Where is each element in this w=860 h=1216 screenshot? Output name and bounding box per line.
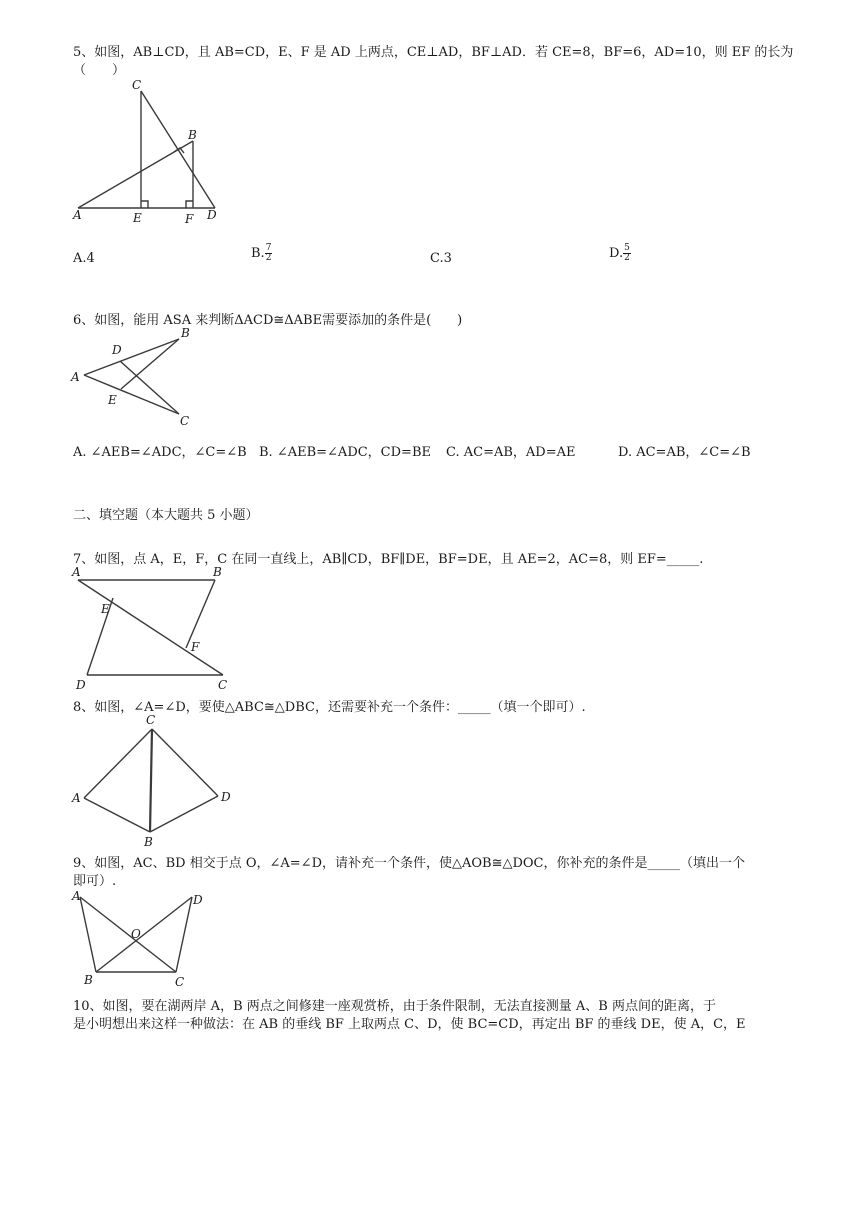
- q6-label-a: A: [71, 370, 80, 384]
- q10-stem-line2: 是小明想出来这样一种做法：在 AB 的垂线 BF 上取两点 C、D，使 BC=CD，再定出 BF 的垂线 DE，使 A，C，E: [73, 1017, 746, 1032]
- q5-option-d-prefix: D.: [609, 246, 624, 261]
- q9-stem-line2: 即可）.: [73, 874, 117, 889]
- q8-label-c: C: [146, 713, 156, 727]
- q6-label-e: E: [108, 393, 117, 407]
- q8-stem: 8、如图，∠A=∠D，要使△ABC≅△DBC，还需要补充一个条件：_____（填一个即可）.: [73, 700, 586, 715]
- q7-label-f: F: [191, 640, 200, 654]
- q5-stem-line1: 5、如图，AB⊥CD，且 AB=CD，E、F 是 AD 上两点，CE⊥AD，BF⊥AD．若 CE=8，BF=6，AD=10，则 EF 的长为: [73, 45, 794, 60]
- q9-segment-ac: [80, 897, 176, 972]
- q8-label-a: A: [72, 791, 81, 805]
- q6-stem: 6、如图，能用 ASA 来判断ΔACD≅ΔABE需要添加的条件是( ): [73, 313, 463, 328]
- q7-label-d: D: [76, 678, 86, 692]
- q5-label-e: E: [133, 211, 142, 225]
- q5-option-a[interactable]: A.4: [73, 251, 95, 266]
- q9-label-a: A: [72, 889, 81, 903]
- q7-label-c: C: [218, 678, 228, 692]
- q5-label-c: C: [132, 78, 142, 92]
- q6-label-b: B: [181, 326, 190, 340]
- q8-label-d: D: [221, 790, 231, 804]
- q7-label-e: E: [101, 602, 110, 616]
- q6-option-d[interactable]: D. AC=AB，∠C=∠B: [618, 445, 751, 460]
- q5-option-d-fraction: $\frac{5}{2}$: [624, 243, 630, 263]
- q6-option-a[interactable]: A. ∠AEB=∠ADC，∠C=∠B: [73, 445, 247, 460]
- q7-label-a: A: [72, 565, 81, 579]
- q6-option-b[interactable]: B. ∠AEB=∠ADC，CD=BE: [259, 445, 431, 460]
- q9-label-d: D: [193, 893, 203, 907]
- q6-option-c[interactable]: C. AC=AB，AD=AE: [446, 445, 576, 460]
- q5-label-d: D: [207, 208, 217, 222]
- q7-label-b: B: [213, 565, 222, 579]
- q5-label-b: B: [188, 128, 197, 142]
- q5-option-c[interactable]: C.3: [430, 251, 452, 266]
- q9-stem-line1: 9、如图，AC、BD 相交于点 O，∠A=∠D，请补充一个条件，使△AOB≅△DOC，你补充的条件是_____（填出一个: [73, 856, 746, 871]
- q5-option-b-prefix: B.: [251, 246, 265, 261]
- q5-label-a: A: [73, 208, 82, 222]
- q9-segment-bd: [96, 897, 192, 972]
- q5-option-b-fraction: $\frac{7}{2}$: [265, 243, 272, 263]
- q5-stem-line2: （ ）: [73, 63, 126, 78]
- q8-label-b: B: [144, 835, 153, 849]
- q10-stem-line1: 10、如图，要在湖两岸 A，B 两点之间修建一座观赏桥，由于条件限制，无法直接测量 A、B 两点间的距离，于: [73, 999, 716, 1014]
- q6-label-c: C: [180, 414, 190, 428]
- q9-label-b: B: [84, 973, 93, 987]
- q9-label-o: O: [131, 927, 141, 941]
- q6-label-d: D: [112, 343, 122, 357]
- q9-label-c: C: [175, 975, 185, 989]
- q7-stem: 7、如图，点 A，E，F，C 在同一直线上，AB∥CD，BF∥DE，BF=DE，且 AE=2，AC=8，则 EF=_____.: [73, 552, 704, 567]
- q5-label-f: F: [185, 212, 194, 226]
- section-heading-fill-in: 二、填空题（本大题共 5 小题）: [73, 508, 259, 523]
